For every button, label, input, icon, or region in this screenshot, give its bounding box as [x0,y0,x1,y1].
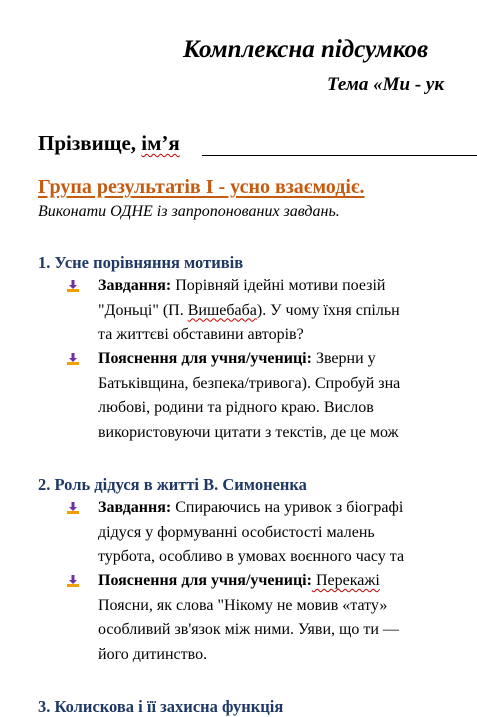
explanation-label: Пояснення для учня/учениці: [98,572,312,589]
arrow-bullet-icon [65,280,81,294]
explanation-text: Перекажі [311,572,380,589]
section-2-expl-line-2: Поясни, як слова "Нікому не мовив «тату» [98,596,388,614]
student-name-line[interactable] [202,155,477,156]
student-name-label-prefix: Прізвище, [38,131,142,155]
section-2-task-line-1 [98,496,477,521]
document-subtitle: Тема «Ми - ук [327,74,444,95]
section-heading-2: 2. Роль дідуся в житті В. Симоненка [38,475,307,494]
section-1-task [98,274,477,348]
section-2-expl-line-1 [98,569,477,594]
group-instruction: Виконати ОДНЕ із запропонованих завдань. [38,203,340,220]
task-label: Завдання: [98,277,172,294]
section-heading-3: 3. Колискова і її захисна функція [38,697,284,716]
section-1-expl-line-4: використовуючи цитати з текстів, де це мож [98,423,399,441]
section-2-expl-line-3: особливий зв'язок між ними. Уяви, що ти — [98,621,399,638]
task-label: Завдання: [98,499,172,516]
student-name-label-wavy: ім’я [141,131,180,155]
section-2-task [98,496,477,570]
group-title: Група результатів І - усно взаємодіє. [38,176,365,198]
arrow-bullet-icon [65,353,81,367]
section-2-task-line-3: турбота, особливо в умовах воєнного часу та [98,548,405,565]
section-1-explanation [98,347,477,445]
author-name: Вишебаба [187,301,257,319]
arrow-bullet-icon [65,575,81,589]
section-1-task-line-2: "Доньці" (П. Вишебаба). У чому їхня спільн [98,301,400,319]
arrow-bullet-icon [65,502,81,516]
section-2-explanation [98,569,477,667]
section-heading-1: 1. Усне порівняння мотивів [38,253,244,272]
section-2-task-line-2: дідуся у формуванні особистості малень [98,523,375,541]
task-text: Спираючись на уривок з біографі [171,499,404,516]
task-text: Порівняй ідейні мотиви поезій [171,277,386,294]
explanation-label: Пояснення для учня/учениці: [98,350,312,367]
section-1-expl-line-1 [98,347,477,372]
section-1-expl-line-3: любові, родини та рідного краю. Вислов [98,399,374,416]
student-name-label [38,131,180,156]
section-1-task-line-1 [98,274,477,299]
explanation-text: Зверни у [311,350,376,367]
section-1-task-line-3: та життєві обставини авторів? [98,326,304,343]
section-1-expl-line-2: Батьківщина, безпека/тривога). Спробуй зна [98,374,401,392]
section-2-expl-line-4: його дитинство. [98,645,208,663]
document-title: Комплексна підсумков [183,36,429,63]
